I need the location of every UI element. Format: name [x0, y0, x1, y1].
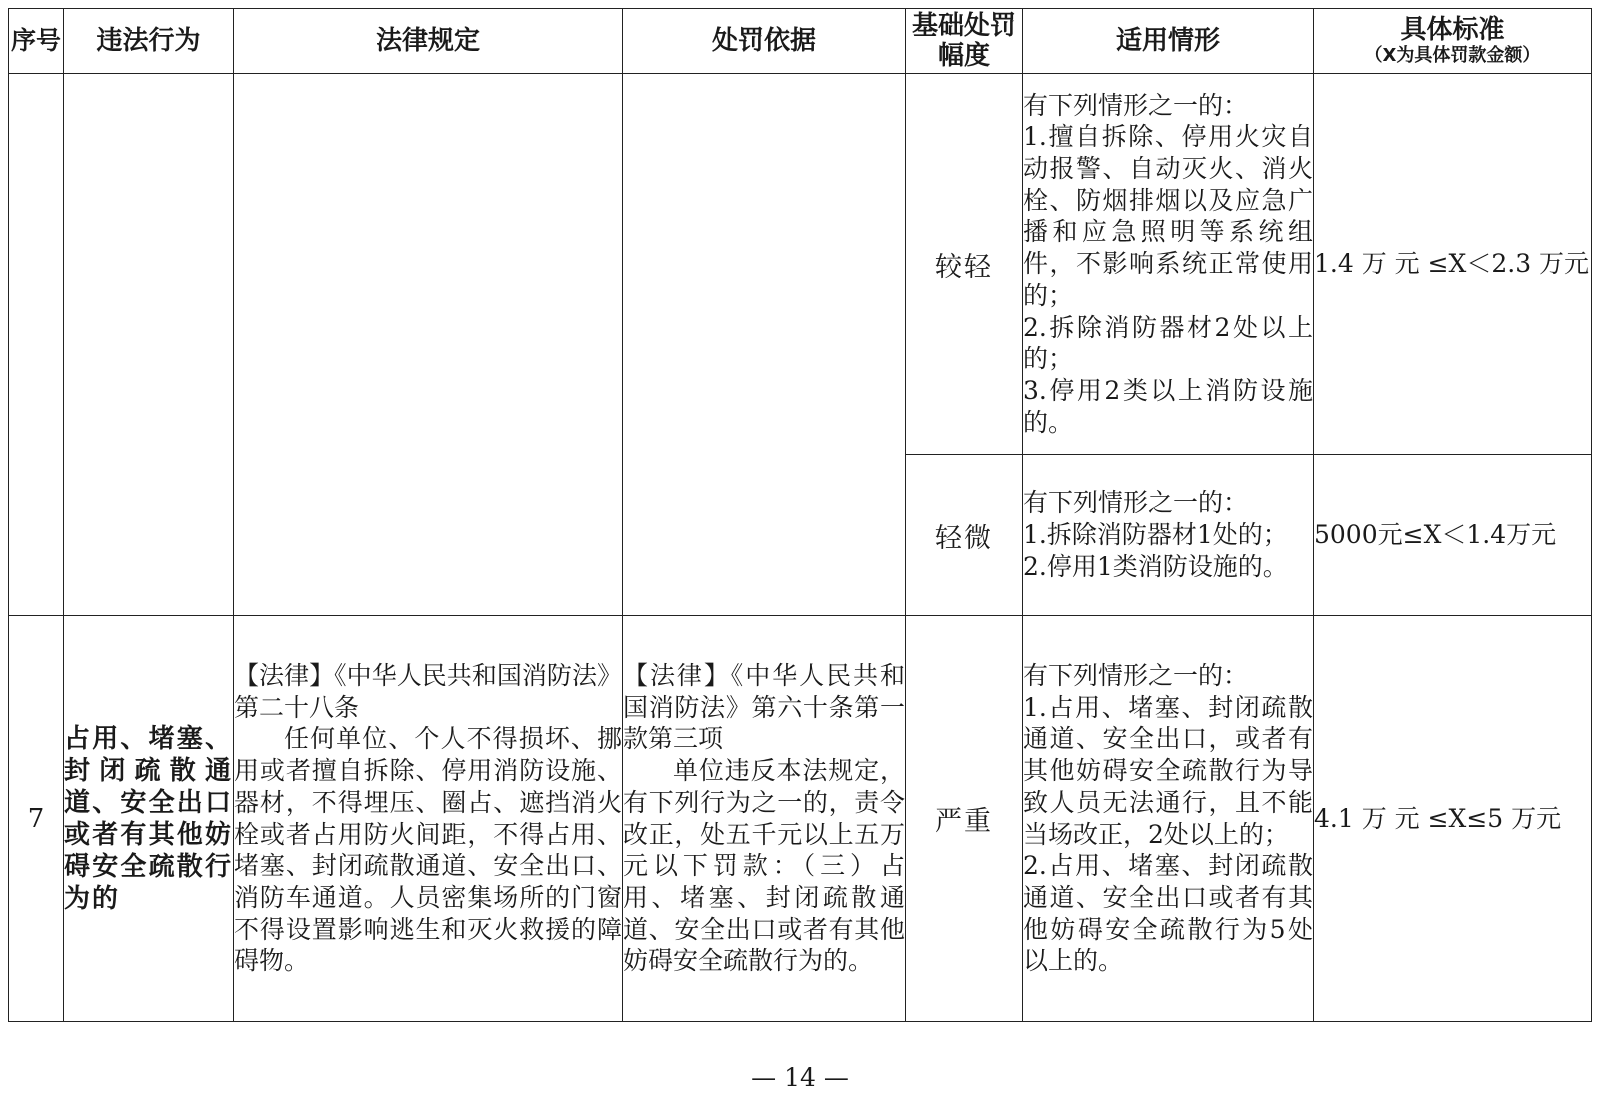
basis-cell	[623, 616, 906, 1022]
header-basis: 处罚依据	[623, 9, 906, 74]
situation-cell	[1023, 455, 1314, 616]
header-seq: 序号	[9, 9, 64, 74]
level-cell: 严重	[906, 616, 1023, 1022]
law-body: 任何单位、个人不得损坏、挪用或者擅自拆除、停用消防设施、器材，不得埋压、圈占、遮挡消火栓或者占用防火间距，不得占用、堵塞、封闭疏散通道、安全出口、消防车通道。人员密集场所的门窗不得设置影响逃生和灭火救援的障碍物。	[234, 724, 622, 976]
standard-cell: 4.1 万 元 ≤X≤5 万元	[1314, 616, 1592, 1022]
basis-title: 【法律】《中华人民共和国消防法》第六十条第一款第三项	[623, 660, 905, 754]
situation-cell	[1023, 74, 1314, 455]
standard-cell: 1.4 万 元 ≤X＜2.3 万元	[1314, 74, 1592, 455]
header-standard-title: 具体标准	[1400, 15, 1505, 45]
table-row-item-7	[9, 616, 1592, 1022]
penalty-standards-table	[8, 8, 1592, 1022]
situation-text: 有下列情形之一的： 1.占用、堵塞、封闭疏散通道、安全出口，或者有其他妨碍安全疏散行为导致人员无法通行，且不能当场改正，2处以上的； 2.占用、堵塞、封闭疏散通道、安全出口或者有其他妨碍安全疏散行为5处以上的。	[1023, 660, 1313, 976]
header-standard-note: （X为具体罚款金额）	[1364, 45, 1541, 66]
header-standard	[1314, 9, 1592, 74]
situation-cell	[1023, 616, 1314, 1022]
header-range: 基础处罚幅度	[906, 9, 1023, 74]
law-cell-continued	[234, 74, 623, 616]
level-cell: 较轻	[906, 74, 1023, 455]
table-row-lighter	[9, 74, 1592, 455]
basis-cell-continued	[623, 74, 906, 616]
standard-cell: 5000元≤X＜1.4万元	[1314, 455, 1592, 616]
behavior-cell: 占用、堵塞、封闭疏散通道、安全出口或者有其他妨碍安全疏散行为的	[64, 616, 234, 1022]
situation-text: 有下列情形之一的： 1.拆除消防器材1处的； 2.停用1类消防设施的。	[1023, 488, 1288, 581]
seq-cell-continued	[9, 74, 64, 616]
behavior-cell-continued	[64, 74, 234, 616]
seq-cell: 7	[9, 616, 64, 1022]
law-cell	[234, 616, 623, 1022]
header-situation: 适用情形	[1023, 9, 1314, 74]
page-number: — 14 —	[751, 1063, 849, 1092]
basis-body: 单位违反本法规定，有下列行为之一的，责令改正，处五千元以上五万元以下罚款：（三）占用、堵塞、封闭疏散通道、安全出口或者有其他妨碍安全疏散行为的。	[623, 756, 905, 976]
situation-text: 有下列情形之一的： 1.擅自拆除、停用火灾自动报警、自动灭火、消火栓、防烟排烟以及应急广播和应急照明等系统组件，不影响系统正常使用的； 2.拆除消防器材2处以上的； 3.停用2类以上消防设施的。	[1023, 90, 1313, 437]
header-law: 法律规定	[234, 9, 623, 74]
level-cell: 轻微	[906, 455, 1023, 616]
law-title: 【法律】《中华人民共和国消防法》第二十八条	[234, 660, 622, 722]
header-row	[9, 9, 1592, 74]
header-behavior: 违法行为	[64, 9, 234, 74]
